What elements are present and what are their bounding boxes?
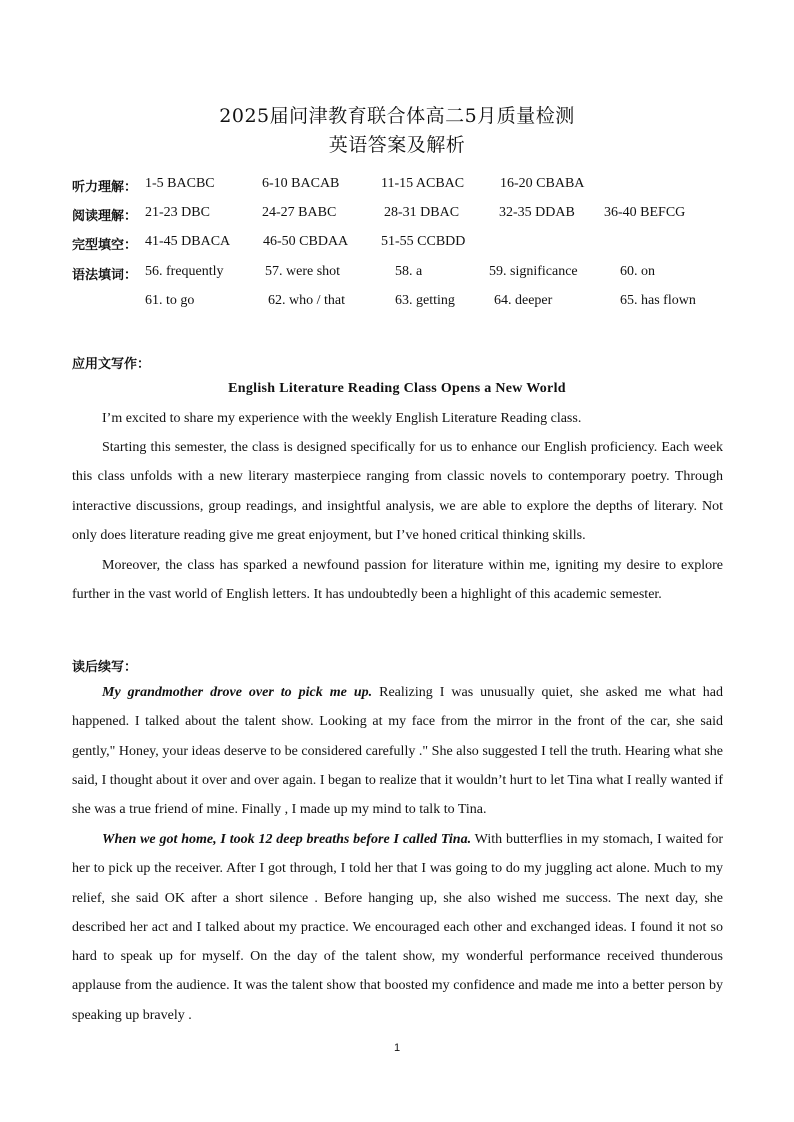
answer-cell: 32-35 DDAB: [499, 205, 575, 220]
story-text: Realizing I was unusually quiet, she asked me what had happened. I talked about the talent show. Looking at my face from the mirror in the front of the car, she said gently," Honey, your ideas deserve to be considered carefully ." She also suggested I tell the truth. Hearing what she said, I thought about it over and over again. I began to realize that it wouldn’t hurt to let Tina what I really wanted if she was a true friend of mine. Finally , I made up my mind to talk to Tina.: [72, 685, 724, 818]
essay-paragraph: I’m excited to share my experience with the weekly English Literature Reading class.: [102, 411, 582, 426]
page-title: 2025届问津教育联合体高二5月质量检测: [219, 105, 575, 127]
answer-cell: 36-40 BEFCG: [604, 205, 686, 220]
answer-cell: 57. were shot: [265, 264, 341, 279]
answer-cell: 24-27 BABC: [262, 205, 337, 220]
answer-cell: 16-20 CBABA: [500, 176, 585, 191]
story-paragraph: [72, 825, 723, 1030]
answer-cell: 28-31 DBAC: [384, 205, 460, 220]
answer-cell: 63. getting: [395, 293, 455, 308]
answer-cell: 51-55 CCBDD: [381, 234, 466, 249]
answer-cell: 46-50 CBDAA: [263, 234, 349, 249]
answer-cell: 64. deeper: [494, 293, 553, 308]
page-number: 1: [393, 1042, 401, 1054]
answer-cell: 11-15 ACBAC: [381, 176, 465, 191]
cloze-label: 完型填空：: [72, 238, 138, 253]
continuation-writing-label: 读后续写：: [72, 660, 138, 675]
answer-cell: 60. on: [620, 264, 655, 279]
answer-cell: 21-23 DBC: [145, 205, 210, 220]
answer-cell: 56. frequently: [145, 264, 224, 279]
essay-title: English Literature Reading Class Opens a New World: [228, 381, 566, 396]
essay-paragraph: Moreover, the class has sparked a newfound passion for literature within me, igniting my desire to explore further in the vast world of English letters. It has undoubtedly been a highlight of this academic semester.: [72, 558, 723, 603]
grammar-label: 语法填词：: [72, 268, 138, 283]
reading-label: 阅读理解：: [72, 209, 138, 224]
answer-cell: 1-5 BACBC: [145, 176, 215, 191]
story-text: With butterflies in my stomach, I waited for her to pick up the receiver. After I got through, I told her that I was going to do my juggling act alone. Much to my relief, she said OK after a short silence . Before hanging up, she also wished me success. The next day, she described her act and I talked about my practice. We encouraged each other and exchanged ideas. I found it not so hard to speak up for myself. On the day of the talent show, my wonderful performance received thunderous applause from the audience. It was the talent show that boosted my confidence and made me into a better person by speaking up bravely .: [72, 832, 723, 1023]
practical-writing-label: 应用文写作：: [72, 357, 151, 372]
answer-cell: 59. significance: [489, 264, 578, 279]
answer-cell: 62. who / that: [268, 293, 345, 308]
answer-cell: 58. a: [395, 264, 423, 279]
answer-cell: 6-10 BACAB: [262, 176, 340, 191]
essay-paragraph: Starting this semester, the class is designed specifically for us to enhance our English proficiency. Each week this class unfolds with a new literary masterpiece ranging from classic novels to contemporary poetry. Through interactive discussions, group readings, and insightful analysis, we are able to explore the depths of literary. Not only does literature reading give me great enjoyment, but I’ve honed critical thinking skills.: [72, 440, 723, 543]
story-lead-sentence: My grandmother drove over to pick me up.: [102, 685, 373, 700]
answer-cell: 65. has flown: [620, 293, 696, 308]
answer-cell: 41-45 DBACA: [145, 234, 231, 249]
answer-cell: 61. to go: [145, 293, 195, 308]
page-subtitle: 英语答案及解析: [328, 134, 466, 156]
listening-label: 听力理解：: [72, 180, 138, 195]
story-lead-sentence: When we got home, I took 12 deep breaths before I called Tina.: [102, 832, 472, 847]
story-paragraph: [72, 678, 723, 824]
